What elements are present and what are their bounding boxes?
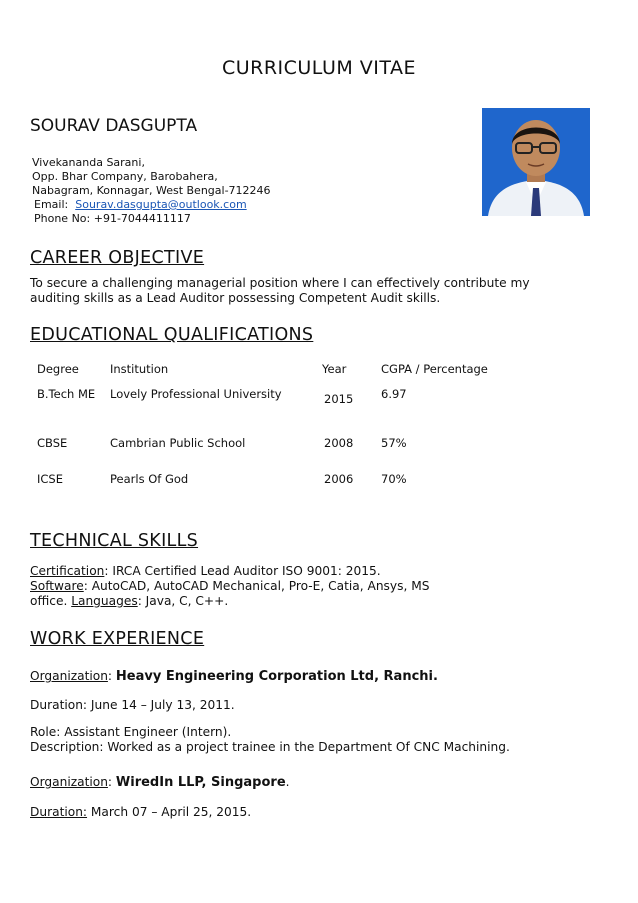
address-line-2: Opp. Bhar Company, Barobahera, [32, 170, 218, 183]
table-cell-score: 70% [381, 472, 407, 486]
table-cell-institution: Lovely Professional University [110, 387, 282, 401]
organization-label: Organization [30, 775, 108, 789]
candidate-name: SOURAV DASGUPTA [30, 116, 198, 136]
table-cell-year: 2006 [324, 472, 354, 486]
table-cell-degree: ICSE [37, 472, 63, 486]
column-header-institution: Institution [110, 362, 169, 376]
email-link[interactable]: Sourav.dasgupta@outlook.com [75, 198, 247, 211]
education-heading: EDUCATIONAL QUALIFICATIONS [30, 325, 314, 345]
table-cell-year: 2015 [324, 392, 354, 406]
email-row [34, 197, 247, 212]
organization-name: WiredIn LLP, Singapore [115, 775, 286, 790]
career-objective-line-1: To secure a challenging managerial position where I can effectively contribute my [30, 276, 530, 290]
organization-suffix: . [285, 775, 290, 789]
software-text: : AutoCAD, AutoCAD Mechanical, Pro-E, Catia, Ansys, MS [83, 579, 430, 593]
technical-skills-heading: TECHNICAL SKILLS [30, 531, 199, 551]
address-line-3: Nabagram, Konnagar, West Bengal-712246 [32, 184, 271, 197]
software-continued: office. [30, 594, 68, 608]
table-cell-institution: Cambrian Public School [110, 436, 246, 450]
table-cell-score: 57% [381, 436, 407, 450]
column-header-year: Year [322, 362, 347, 376]
certification-line [30, 564, 381, 580]
duration-line-2 [30, 805, 251, 821]
languages-text: : Java, C, C++. [137, 594, 229, 608]
column-header-cgpa: CGPA / Percentage [381, 362, 488, 376]
email-label: Email: [34, 198, 69, 211]
languages-line [30, 594, 228, 610]
software-label: Software [30, 579, 84, 593]
certification-text: : IRCA Certified Lead Auditor ISO 9001: 2015. [104, 564, 381, 578]
table-cell-year: 2008 [324, 436, 354, 450]
role-line-1: Role: Assistant Engineer (Intern). [30, 725, 232, 739]
profile-photo [482, 108, 590, 216]
document-title: CURRICULUM VITAE [221, 57, 417, 79]
description-line-1: Description: Worked as a project trainee in the Department Of CNC Machining. [30, 740, 510, 754]
duration-text: March 07 – April 25, 2015. [87, 805, 252, 819]
work-experience-heading: WORK EXPERIENCE [30, 629, 205, 649]
duration-line-1: Duration: June 14 – July 13, 2011. [30, 698, 235, 712]
table-cell-degree: CBSE [37, 436, 68, 450]
career-objective-line-2: auditing skills as a Lead Auditor possessing Competent Audit skills. [30, 291, 441, 305]
table-cell-institution: Pearls Of God [110, 472, 189, 486]
organization-line-2: Organization: WiredIn LLP, Singapore. [30, 775, 290, 790]
table-cell-score: 6.97 [381, 387, 407, 401]
certification-label: Certification [30, 564, 105, 578]
software-line [30, 579, 429, 595]
duration-label: Duration: [30, 805, 88, 819]
languages-label: Languages [71, 594, 138, 608]
phone-number: Phone No: +91-7044411117 [34, 212, 191, 225]
address-line-1: Vivekananda Sarani, [32, 156, 145, 169]
career-objective-heading: CAREER OBJECTIVE [30, 248, 205, 268]
organization-name: Heavy Engineering Corporation Ltd, Ranchi. [115, 669, 438, 684]
table-cell-degree: B.Tech ME [37, 387, 96, 401]
organization-label: Organization [30, 669, 108, 683]
column-header-degree: Degree [37, 362, 79, 376]
organization-line-1: Organization: Heavy Engineering Corporation Ltd, Ranchi. [30, 669, 438, 684]
